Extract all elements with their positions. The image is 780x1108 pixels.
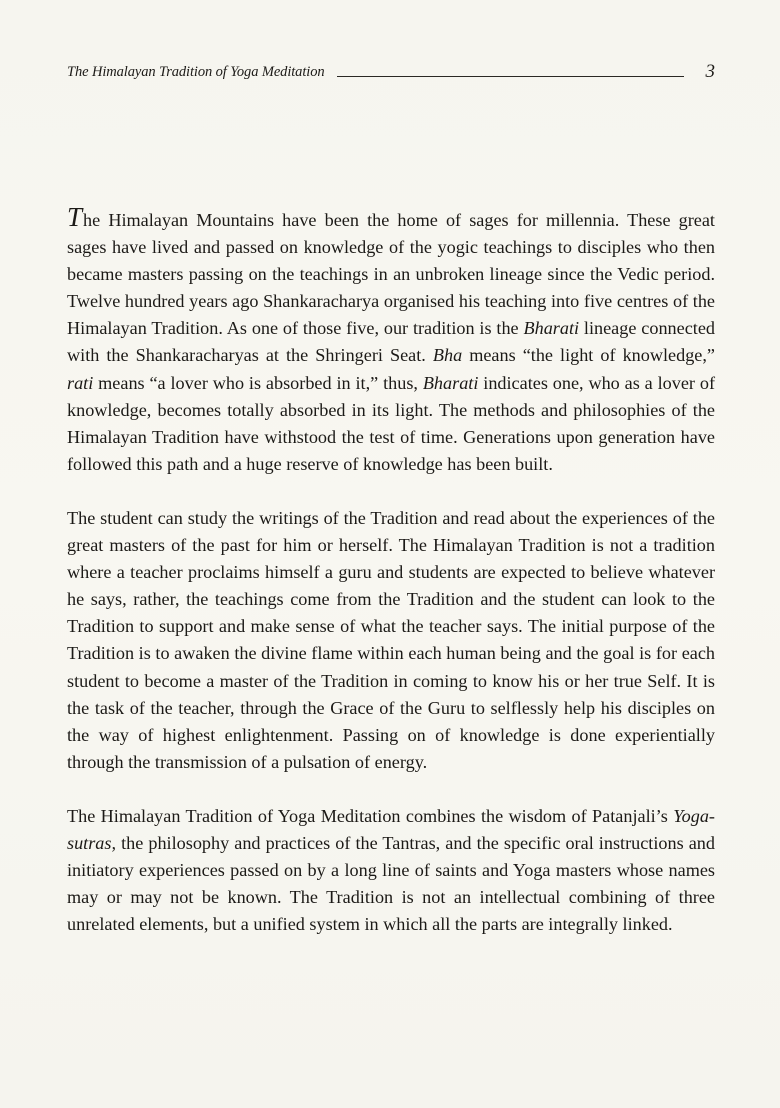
paragraph-3-text-a: The Himalayan Tradition of Yoga Meditation combines the wisdom of Patanjali’s <box>67 805 674 826</box>
paragraph-2: The student can study the writings of the Tradition and read about the experiences of the great masters of the past for him or herself. The Himalayan Tradition is not a tradition where a teacher proclaims himself a guru and students are expected to believe whatever he says, rather, the teachings come from the Tradition and the student can look to the Tradition to support and make sense of what the teacher says. The initial purpose of the Tradition is to awaken the divine flame within each human being and the goal is for each student to become a master of the Tradition in coming to know his or her true Self. It is the task of the teacher, through the Grace of the Guru to selflessly help his disciples on the way of highest enlightenment. Passing on of knowledge is done experientially through the transmission of a pulsation of energy. <box>67 507 715 772</box>
paragraph-3-text-b: the philosophy and practices of the Tantras, and the specific oral instructions and initiatory experiences passed on by a long line of saints and Yoga masters whose names may or may not be known. The Tradition is not an intellectual combining of three unrelated elements, but a unified system in which all the parts are integrally linked. <box>67 832 715 935</box>
paragraph-3 <box>67 803 715 938</box>
paragraph-1-text-d: means “a lover who is absorbed in it,” thus, <box>93 372 423 393</box>
drop-cap: T <box>67 202 83 232</box>
paragraph-1-text-c: means “the light of knowledge,” <box>462 345 715 366</box>
page-number: 3 <box>705 61 715 82</box>
italic-term-bharati: Bharati <box>523 318 580 339</box>
paragraph-1-text-b: lineage connected with the Shankaracharyas at the Shringeri Seat. <box>67 318 715 366</box>
header-title: The Himalayan Tradition of Yoga Meditation <box>67 63 325 80</box>
running-header <box>67 59 715 85</box>
header-rule <box>337 76 684 77</box>
paragraph-1 <box>67 202 715 478</box>
italic-term-bharati-2: Bharati <box>422 372 479 393</box>
italic-term-rati: rati <box>67 372 94 393</box>
paragraph-1-text-a: he Himalayan Mountains have been the home of sages for millennia. These great sages have lived and passed on knowledge of the yogic teachings to disciples who then became masters passing on the teachings in an unbroken lineage since the Vedic period. Twelve hundred years ago Shankaracharya organised his teaching into five centres of the Himalayan Tradition. As one of those five, our tradition is the <box>67 210 715 339</box>
italic-term-yoga-sutras: Yoga-sutras, <box>67 805 715 853</box>
paragraph-1-text-e: indicates one, who as a lover of knowledge, becomes totally absorbed in its light. The methods and philosophies of the Himalayan Tradition have withstood the test of time. Generations upon generation have followed this path and a huge reserve of knowledge has been built. <box>67 372 715 474</box>
italic-term-bha: Bha <box>432 345 463 366</box>
body-text <box>67 202 715 965</box>
